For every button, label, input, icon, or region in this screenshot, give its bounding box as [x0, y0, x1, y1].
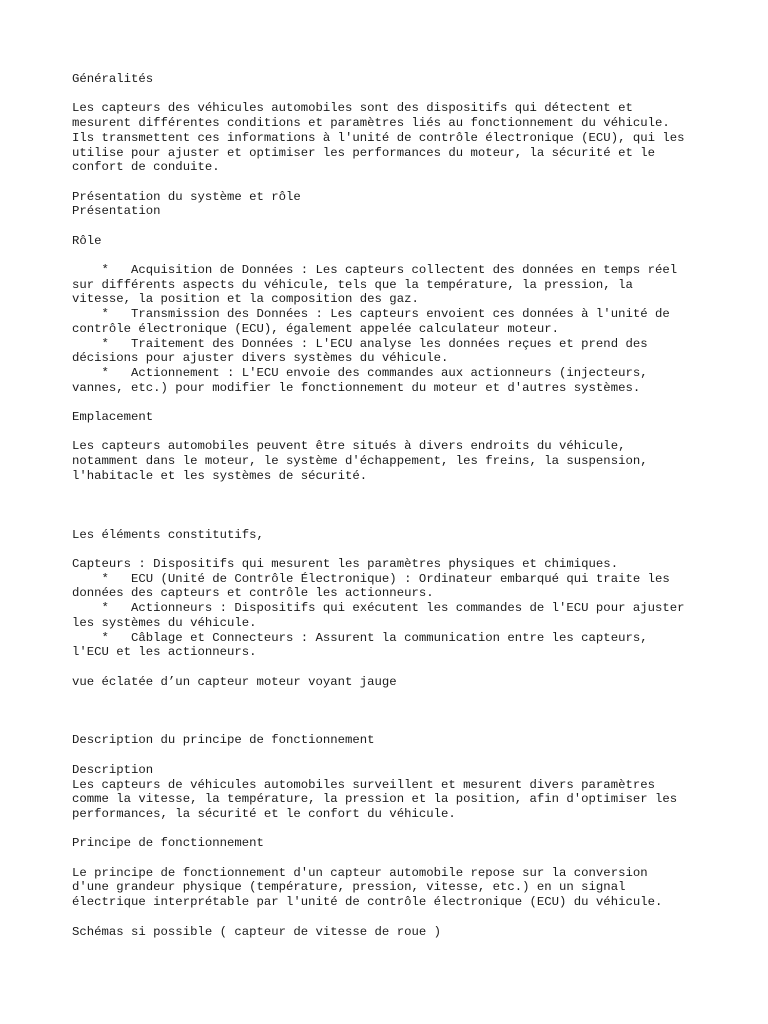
text-line: mesurent différentes conditions et paramètres liés au fonctionnement du véhicule. [72, 116, 670, 131]
blank-line [72, 248, 732, 263]
blank-line [72, 719, 732, 734]
text-line: décisions pour ajuster divers systèmes du véhicule. [72, 351, 449, 366]
blank-line [72, 542, 732, 557]
text-line: Présentation [72, 204, 161, 219]
text-line: les systèmes du véhicule. [72, 615, 257, 630]
text-line: Ils transmettent ces informations à l'unité de contrôle électronique (ECU), qui les [72, 130, 685, 145]
document-body [72, 72, 732, 939]
text-line: confort de conduite. [72, 160, 220, 175]
text-line: Les capteurs de véhicules automobiles surveillent et mesurent divers paramètres [72, 777, 655, 792]
text-line: * Transmission des Données : Les capteurs envoient ces données à l'unité de [72, 307, 670, 322]
text-line: Emplacement [72, 410, 154, 425]
text-line: * Câblage et Connecteurs : Assurent la communication entre les capteurs, [72, 630, 648, 645]
text-line: Les capteurs des véhicules automobiles sont des dispositifs qui détectent et [72, 101, 633, 116]
text-line: vue éclatée d’un capteur moteur voyant jauge [72, 674, 397, 689]
blank-line [72, 748, 732, 763]
blank-line [72, 704, 732, 719]
text-line: notamment dans le moteur, le système d'échappement, les freins, la suspension, [72, 454, 648, 469]
blank-line [72, 660, 732, 675]
text-line: Les capteurs automobiles peuvent être situés à divers endroits du véhicule, [72, 439, 626, 454]
blank-line [72, 910, 732, 925]
blank-line [72, 689, 732, 704]
text-line: données des capteurs et contrôle les actionneurs. [72, 586, 434, 601]
blank-line [72, 425, 732, 440]
text-line: Présentation du système et rôle [72, 189, 301, 204]
text-line: vannes, etc.) pour modifier le fonctionnement du moteur et d'autres systèmes. [72, 380, 641, 395]
text-line: Capteurs : Dispositifs qui mesurent les paramètres physiques et chimiques. [72, 557, 619, 572]
text-line: Description [72, 762, 154, 777]
blank-line [72, 395, 732, 410]
text-line: utilise pour ajuster et optimiser les performances du moteur, la sécurité et le [72, 145, 655, 160]
blank-line [72, 219, 732, 234]
text-line: vitesse, la position et la composition des gaz. [72, 292, 419, 307]
text-line: Le principe de fonctionnement d'un capteur automobile repose sur la conversion [72, 865, 648, 880]
text-line: * Actionnement : L'ECU envoie des commandes aux actionneurs (injecteurs, [72, 366, 648, 380]
blank-line [72, 87, 732, 102]
text-line: Description du principe de fonctionnement [72, 733, 375, 748]
blank-line [72, 484, 732, 499]
text-line: * Traitement des Données : L'ECU analyse les données reçues et prend des [72, 336, 648, 351]
blank-line [72, 498, 732, 513]
text-line: d'une grandeur physique (température, pression, vitesse, etc.) en un signal [72, 880, 626, 895]
blank-line [72, 175, 732, 190]
text-line: performances, la sécurité et le confort du véhicule. [72, 806, 456, 821]
text-line: électrique interprétable par l'unité de contrôle électronique (ECU) du véhicule. [72, 895, 663, 910]
blank-line [72, 513, 732, 528]
text-line: * Actionneurs : Dispositifs qui exécutent les commandes de l'ECU pour ajuster [72, 601, 685, 616]
blank-line [72, 822, 732, 837]
text-line: Les éléments constitutifs, [72, 527, 264, 542]
text-line: l'habitacle et les systèmes de sécurité. [72, 468, 368, 483]
text-line: Principe de fonctionnement [72, 836, 264, 851]
text-line: comme la vitesse, la température, la pression et la position, afin d'optimiser les [72, 792, 678, 807]
blank-line [72, 851, 732, 866]
text-line: Généralités [72, 72, 154, 86]
text-line: * Acquisition de Données : Les capteurs collectent des données en temps réel [72, 263, 678, 278]
text-line: l'ECU et les actionneurs. [72, 645, 257, 660]
text-line: Schémas si possible ( capteur de vitesse de roue ) [72, 924, 441, 939]
text-line: Rôle [72, 233, 102, 248]
text-line: * ECU (Unité de Contrôle Électronique) : Ordinateur embarqué qui traite les [72, 571, 670, 586]
text-line: contrôle électronique (ECU), également appelée calculateur moteur. [72, 321, 560, 336]
text-line: sur différents aspects du véhicule, tels que la température, la pression, la [72, 277, 633, 292]
